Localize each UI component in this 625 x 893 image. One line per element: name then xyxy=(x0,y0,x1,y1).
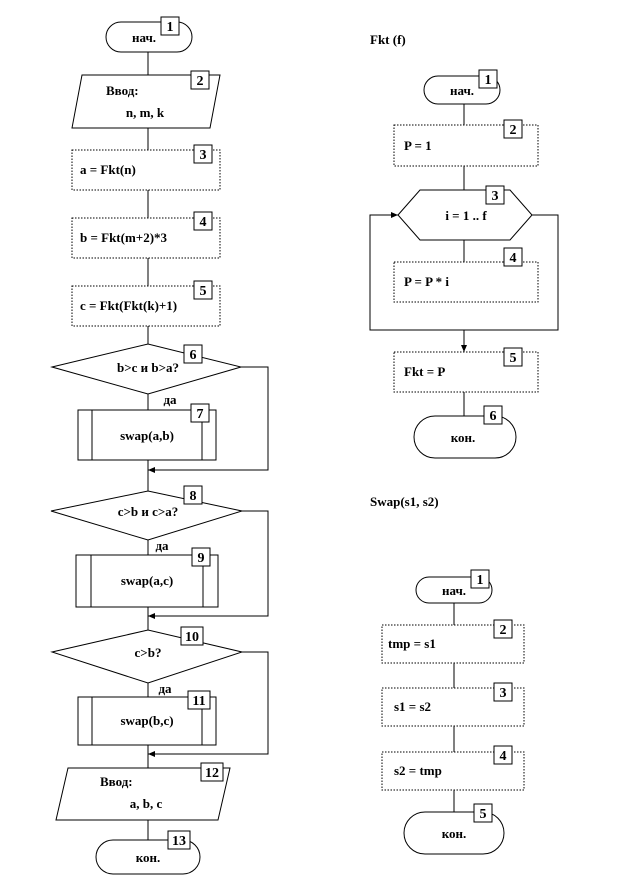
main-step-3-number: 3 xyxy=(199,148,207,163)
swap-process-s1 xyxy=(382,683,524,726)
main-step-12-number: 12 xyxy=(205,766,219,781)
swap-flowchart xyxy=(370,494,524,854)
fkt-exit-arrowhead xyxy=(461,345,467,352)
swap-step-2-number: 2 xyxy=(499,623,507,638)
swap-step-5-number: 5 xyxy=(479,807,487,822)
main-decision-1-label: b>c и b>a? xyxy=(116,360,180,375)
main-input-values: n, m, k xyxy=(125,105,165,120)
swap-start-terminator xyxy=(416,570,492,603)
fkt-process-return xyxy=(394,348,538,392)
main-decision-3 xyxy=(52,627,242,696)
main-output-label: Ввод: xyxy=(100,774,133,789)
fkt-process-init xyxy=(394,120,538,166)
main-decision-3-label: c>b? xyxy=(134,645,162,660)
swap-title: Swap(s1, s2) xyxy=(370,494,439,509)
main-start-terminator xyxy=(106,17,192,52)
main-decision-3-yes: да xyxy=(158,681,172,696)
main-subroutine-swap-ab xyxy=(78,404,216,460)
swap-process-s2 xyxy=(382,746,524,790)
swap-step-3-number: 3 xyxy=(499,686,507,701)
swap-process-s1-label: s1 = s2 xyxy=(394,699,432,714)
main-decision-1 xyxy=(52,344,241,407)
swap-process-tmp-label: tmp = s1 xyxy=(388,636,436,651)
fkt-step-6-number: 6 xyxy=(489,409,497,424)
main-step-8-number: 8 xyxy=(189,489,197,504)
swap-start-label: нач. xyxy=(441,583,467,598)
main-step-7-number: 7 xyxy=(196,407,204,422)
fkt-start-terminator xyxy=(424,70,500,104)
fkt-step-1-number: 1 xyxy=(484,73,492,88)
main-process-a-label: a = Fkt(n) xyxy=(80,162,136,177)
main-subroutine-swap-bc-label: swap(b,c) xyxy=(120,713,174,728)
fkt-title: Fkt (f) xyxy=(370,32,406,47)
main-end-label: кон. xyxy=(135,850,161,865)
main-input-label: Ввод: xyxy=(106,83,139,98)
fkt-process-multiply-label: P = P * i xyxy=(404,274,449,289)
main-step-2-number: 2 xyxy=(196,74,204,89)
main-step-5-number: 5 xyxy=(199,284,207,299)
fkt-step-3-number: 3 xyxy=(491,189,499,204)
fkt-start-label: нач. xyxy=(449,83,475,98)
swap-process-tmp xyxy=(382,620,524,663)
main-step-9-number: 9 xyxy=(197,551,205,566)
main-process-a xyxy=(72,145,220,190)
swap-process-s2-label: s2 = tmp xyxy=(394,763,442,778)
main-decision-2 xyxy=(51,486,242,553)
main-output-values: a, b, c xyxy=(129,796,163,811)
swap-step-1-number: 1 xyxy=(476,573,484,588)
main-arrowhead-1 xyxy=(148,467,155,473)
fkt-loop-label: i = 1 .. f xyxy=(445,208,487,223)
main-subroutine-swap-ac-label: swap(a,c) xyxy=(120,573,174,588)
main-step-13-number: 13 xyxy=(172,834,186,849)
main-step-11-number: 11 xyxy=(192,694,206,709)
main-decision-1-yes: да xyxy=(163,392,177,407)
fkt-step-2-number: 2 xyxy=(509,123,517,138)
main-subroutine-swap-ac xyxy=(76,548,218,607)
main-step-4-number: 4 xyxy=(199,215,207,230)
main-input-nmk xyxy=(72,71,220,128)
fkt-end-label: кон. xyxy=(450,430,476,445)
fkt-flowchart xyxy=(370,32,558,458)
swap-end-label: кон. xyxy=(441,826,467,841)
swap-end-terminator xyxy=(404,804,504,854)
main-process-c xyxy=(72,281,220,326)
main-subroutine-swap-bc xyxy=(78,691,216,745)
fkt-process-return-label: Fkt = P xyxy=(404,364,446,379)
main-process-c-label: c = Fkt(Fkt(k)+1) xyxy=(80,298,178,313)
fkt-end-terminator xyxy=(414,406,516,458)
main-step-10-number: 10 xyxy=(185,630,199,645)
main-decision-2-label: c>b и c>a? xyxy=(117,504,179,519)
main-arrowhead-2 xyxy=(148,613,155,619)
main-start-label: нач. xyxy=(131,30,157,45)
main-flowchart xyxy=(51,17,268,874)
fkt-step-5-number: 5 xyxy=(509,351,517,366)
swap-step-4-number: 4 xyxy=(499,749,507,764)
main-process-b-label: b = Fkt(m+2)*3 xyxy=(80,230,168,245)
main-decision-2-yes: да xyxy=(155,538,169,553)
main-step-1-number: 1 xyxy=(166,20,174,35)
fkt-loop-header xyxy=(398,186,532,240)
main-output-abc xyxy=(56,763,230,820)
main-step-6-number: 6 xyxy=(189,348,197,363)
main-process-b xyxy=(72,212,220,258)
fkt-process-multiply xyxy=(394,248,538,302)
fkt-loop-arrowhead xyxy=(391,212,398,218)
fkt-process-init-label: P = 1 xyxy=(404,138,432,153)
fkt-step-4-number: 4 xyxy=(509,251,517,266)
main-subroutine-swap-ab-label: swap(a,b) xyxy=(120,428,174,443)
main-arrowhead-3 xyxy=(148,751,155,757)
